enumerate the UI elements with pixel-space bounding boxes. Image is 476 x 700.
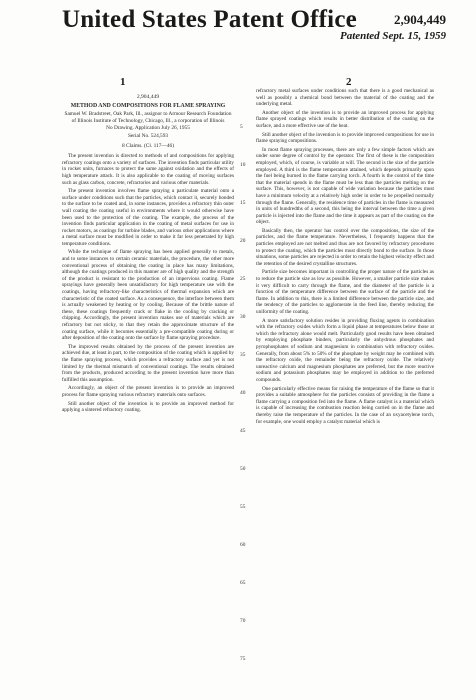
line-number: 50: [240, 466, 246, 472]
right-paragraph: Particle size becomes important in controlling the proper nature of the particles as to reduce the particle size as low as possible. However, a smaller particle size makes it very difficult to carry through the flame, and the diameter of the particle is a function of the temperature difference between the surface of the particle and the flame. In addition to this, there is a limited difference between the particle size, and the tendency of the particles to agglomerate in the feed line, thereby reducing the uniformity of the coating.: [256, 269, 434, 315]
front-patent-number: 2,904,449: [136, 94, 160, 100]
serial-line: Serial No. 524,593: [127, 132, 169, 139]
right-paragraph: Still another object of the invention is to provide improved compositions for use in flame spraying compositions.: [256, 131, 434, 145]
line-number: 40: [240, 390, 246, 396]
left-paragraph: The present invention is directed to methods of and compositions for applying refractory coatings onto a variety of surfaces. The invention finds particular utility in rocket units, furnaces to protect the same against oxidation and the effects of high temperature attack. It is also applicable to the coating of moving surfaces such as glass carbon, concrete, refractories and various other materials.: [62, 153, 234, 186]
line-number: 15: [240, 200, 246, 206]
line-number: 60: [240, 542, 246, 548]
patent-office-title: United States Patent Office: [62, 6, 357, 33]
left-text-column: [62, 94, 234, 692]
right-paragraph: Another object of the invention is to provide an improved process for applying flame sprayed coatings which results in better distribution of the coating on the surface, and a more effective use of the heat.: [256, 109, 434, 129]
right-paragraph: A more satisfactory solution resides in providing fluxing agents in combination with the refractory oxides which form a liquid phase at temperatures below those at which the refractory alone would melt. Particularly good results have been obtained by employing phosphate binders, particularly the anhydrous phosphates and pyrophosphates of sodium and magnesium in combination with refractory oxides. Generally, from about 5% to 50% of the phosphate by weight may be combined with the refractory oxide, the remainder being the refractory oxide. The relatively unreactive calcium and magnesium phosphates are preferred, but the more reactive sodium and potassium phosphates may be employed in addition to the preferred compounds.: [256, 317, 434, 383]
left-paragraph: The present invention involves flame spraying a particulate material onto a surface under conditions such that the particles, which contact it, securely bonded to the surface to be coated and, in some instances, provides a refractory thin outer wall coating the coating useful in environments where it would otherwise have been used to the protection of the coating. The example, the process of the invention finds particular application in the coating of metal surfaces for use in rocket motors, as coatings for turbine blades, and various other applications where a metal surface must be modified in order to make it far less penetrated by high temperature conditions.: [62, 188, 234, 247]
patent-date: Patented Sept. 15, 1959: [339, 30, 446, 42]
line-number: 55: [240, 504, 246, 510]
application-line: No Drawing. Application July 26, 1955: [106, 125, 190, 132]
line-number: 35: [240, 352, 246, 358]
line-number: 20: [240, 238, 246, 244]
line-number: 75: [240, 656, 246, 662]
right-paragraph: One particularly effective means for raising the temperature of the flame so that it provides a suitable atmosphere for the particles consists of providing in the flame a flame carrying a composition fed into the flame. A flame catalyst is a material which is capable of increasing the combustion reaction being carried on in the flame and thereby raise the temperature of the particles. In the case of an oxyacetylene torch, for example, one would employ a catalyst material which is: [256, 385, 434, 425]
patent-number: 2,904,449: [394, 12, 446, 27]
column-number-right: 2: [346, 76, 352, 88]
right-paragraph: refractory metal surfaces under conditions such that there is a good mechanical as well as possibly a chemical bond between the material of the coating and the underlying metal.: [256, 88, 434, 108]
line-number: 65: [240, 580, 246, 586]
left-paragraph: While the technique of flame spraying has been applied generally to metals, and to some instances to certain ceramic materials, the procedure, the other more conventional process of obtaining the coating in place has many limitations, although the coatings produced in this manner are of high quality and the strength of the product is resistant to the production of an impervious coating. Flame sprayings have generally been unsatisfactory for high temperature use with the coatings, having refractory-like characteristics of thermal expansion which are characteristic of the coated surface. As a consequence, the interface between them is actually weakened by heating or by cooling. Because of the brittle nature of these, these coatings frequently crack or flake in the cooling by cracking or chipping. Accordingly, the present invention makes use of materials which are refractory but not sticky, to that they retain the approximate structure of the coating surface, while it becomes essentially a pre-compatible coating during or after deposition of the coating onto the surface by flame spraying procedure.: [62, 249, 234, 342]
line-number: 10: [240, 162, 246, 168]
line-number: 45: [240, 428, 246, 434]
line-number: 25: [240, 276, 246, 282]
left-paragraph: Still another object of the invention is to provide an improved method for applying a sintered refractory coating.: [62, 400, 234, 414]
line-number: 70: [240, 618, 246, 624]
right-text-column: [256, 88, 434, 692]
inventor-line: Samuel W. Bradstreet, Oak Park, Ill., assignor to Armour Research Foundation of Illinois Institute of Technology, Chicago, Ill., a corporation of Illinois: [64, 111, 232, 124]
column-number-left: 1: [120, 76, 126, 88]
invention-title: METHOD AND COMPOSITIONS FOR FLAME SPRAYING: [70, 102, 226, 109]
line-number: 30: [240, 314, 246, 320]
right-paragraph: Basically then, the operator has control over the compositions, the size of the particles, and the flame temperature. Nevertheless, I frequently happens that the particles employed are not melted and thus are not favored by refractory procedures to protect the coating, which the particles must directly bond to the surface. In those situations, some particles are rejected in order to retain the highest velocity effect and the retention of the desired crystalline structures.: [256, 227, 434, 267]
left-paragraph: The improved results obtained by the process of the present invention are achieved due, at least in part, to the composition of the coating which is applied by the flame spraying process, which provides a refractory surface and yet is not limited by the thermal mismatch of conventional coatings. The results obtained from the products, produced according to the present invention have more than fulfilled this assumption.: [62, 343, 234, 383]
claims-line: 8 Claims. (Cl. 117—46): [121, 142, 175, 149]
left-paragraph: Accordingly, an object of the present invention is to provide an improved process for flame spraying various refractory materials onto surfaces.: [62, 385, 234, 398]
line-number: 5: [240, 124, 243, 130]
line-number-gutter: [240, 94, 252, 692]
right-paragraph: In most flame spraying processes, there are only a few simple factors which are under some degree of control by the operator. The first of these is the composition employed, which, of course, is variable at will. The second is the size of the particle employed. A third is the flame temperature attained, which depends primarily upon the fuel being burned in the flame carrying torch. A fourth is the control of the time that the material spends in the flame must be less than the particles melting on the surface. This, however, is not capable of wide variation because the particles must have a minimum velocity at a relatively high order in order to be propelled normally through the flame. Generally, the residence time of particles in the flame is measured in units of hundredths of a second, this being the interval between the time a given particle is injected into the flame and the time it appears as part of the coating on the object.: [256, 146, 434, 226]
